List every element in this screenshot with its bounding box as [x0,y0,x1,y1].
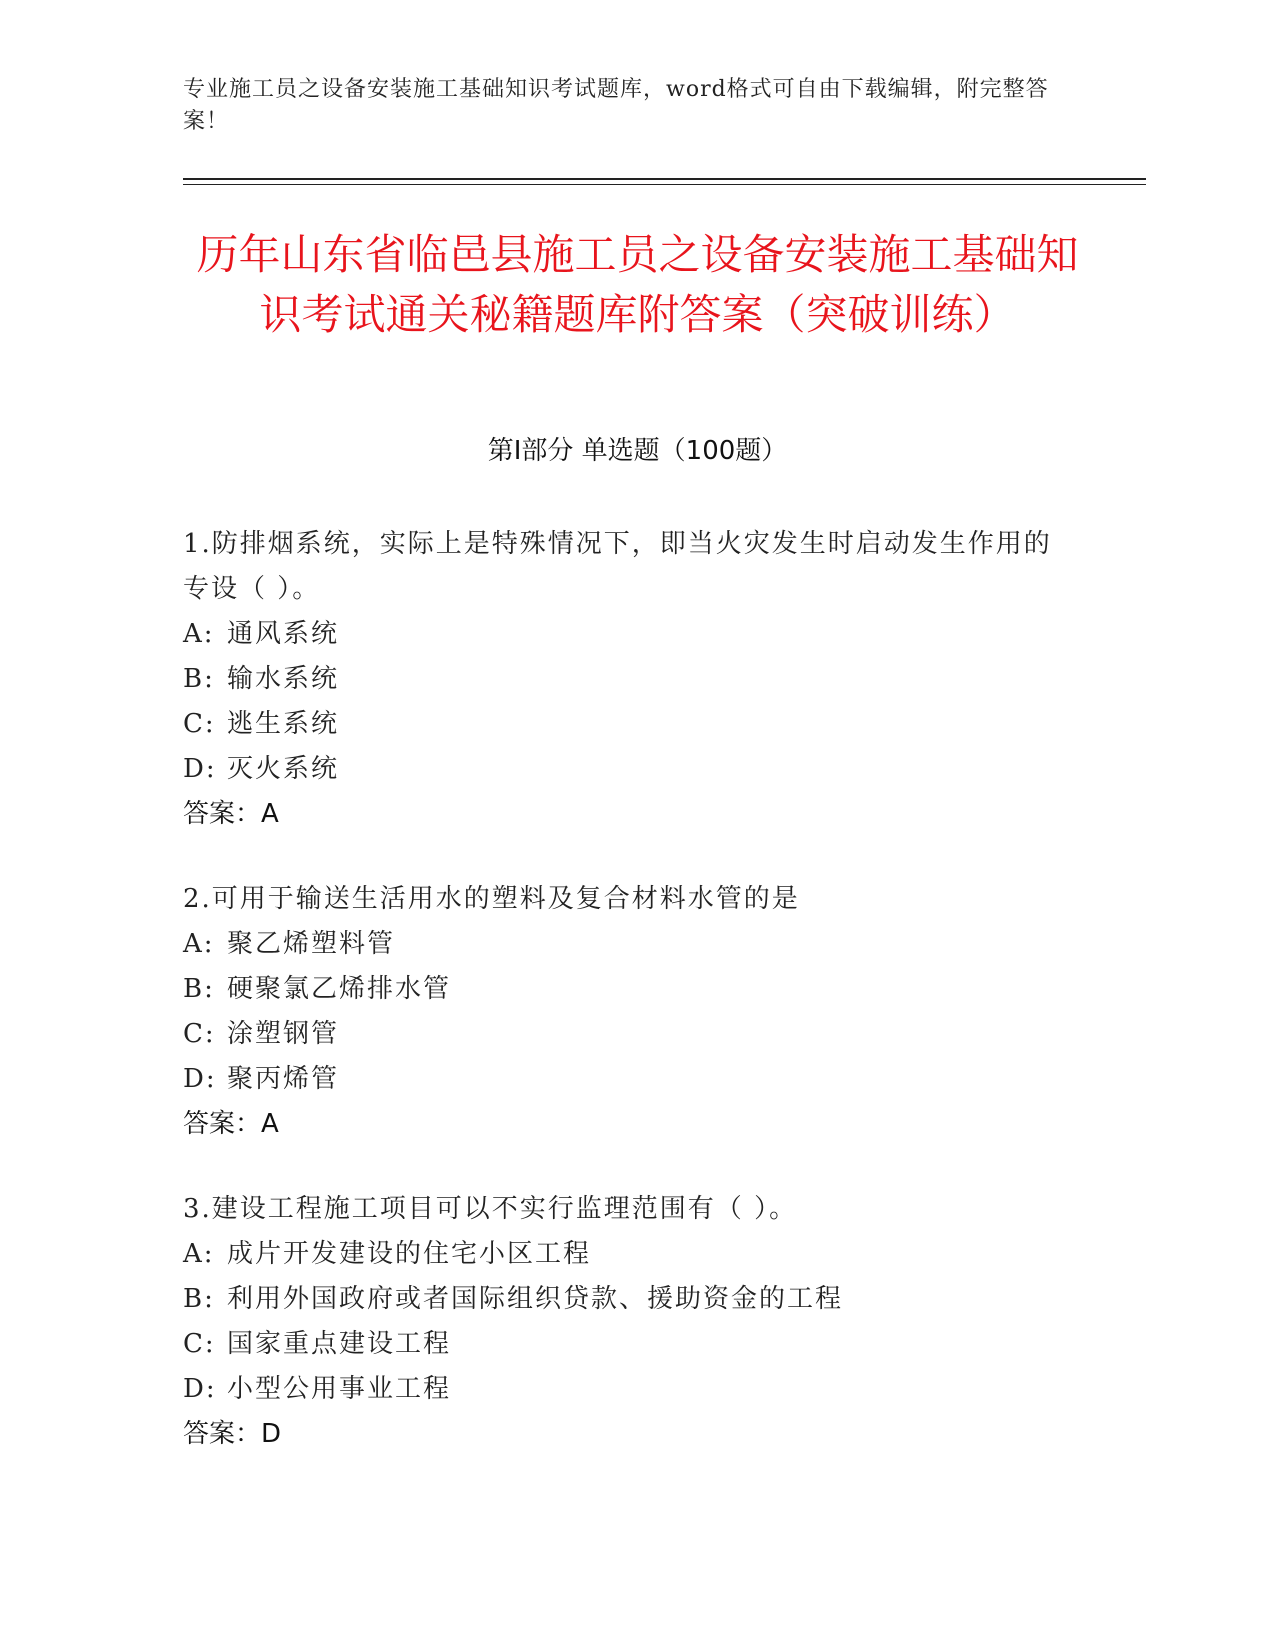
option-letter: A: [183,619,215,649]
option-text: 逃生系统 [227,709,340,739]
question-stem: 3.建设工程施工项目可以不实行监理范围有（ ）。 [183,1194,798,1224]
option-text: 硬聚氯乙烯排水管 [227,974,452,1004]
answer-line [183,792,1073,837]
option-d [183,1367,1073,1412]
answer-label: 答案： [183,1419,262,1449]
question-1 [183,522,1073,837]
question-stem: 2.可用于输送生活用水的塑料及复合材料水管的是 [183,884,800,914]
header-rule-thin [183,184,1146,185]
option-text: 涂塑钢管 [227,1019,340,1049]
option-c [183,1012,1073,1057]
option-letter: C: [183,709,216,739]
question-stem: 1.防排烟系统，实际上是特殊情况下，即当火灾发生时启动发生作用的专设（ ）。 [183,529,1052,604]
answer-line [183,1412,1073,1457]
option-b [183,657,1073,702]
question-list [183,522,1073,1497]
question-2 [183,877,1073,1147]
option-b [183,967,1073,1012]
section-title: 第Ⅰ部分 单选题（100题） [487,436,788,466]
option-b [183,1277,1073,1322]
option-text: 国家重点建设工程 [227,1329,452,1359]
option-c [183,702,1073,747]
option-c [183,1322,1073,1367]
header-rule-thick [183,178,1146,180]
option-d [183,1057,1073,1102]
answer-value: D [261,1419,282,1449]
answer-value: A [261,799,279,829]
option-letter: D: [183,1374,217,1404]
option-a [183,922,1073,967]
option-text: 小型公用事业工程 [227,1374,452,1404]
option-text: 成片开发建设的住宅小区工程 [227,1239,592,1269]
option-letter: B: [183,974,215,1004]
option-a [183,1232,1073,1277]
option-letter: D: [183,754,217,784]
option-text: 通风系统 [227,619,340,649]
header-note: 专业施工员之设备安装施工基础知识考试题库，word格式可自由下载编辑，附完整答案！ [183,77,1049,134]
option-letter: C: [183,1329,216,1359]
answer-line [183,1102,1073,1147]
answer-label: 答案： [183,799,262,829]
answer-label: 答案： [183,1109,262,1139]
option-text: 利用外国政府或者国际组织贷款、援助资金的工程 [227,1284,844,1314]
option-text: 输水系统 [227,664,340,694]
option-text: 灭火系统 [227,754,340,784]
option-letter: D: [183,1064,217,1094]
option-text: 聚乙烯塑料管 [227,929,396,959]
option-letter: B: [183,664,215,694]
option-text: 聚丙烯管 [227,1064,340,1094]
option-letter: A: [183,1239,215,1269]
option-letter: A: [183,929,215,959]
option-a [183,612,1073,657]
option-letter: B: [183,1284,215,1314]
option-d [183,747,1073,792]
answer-value: A [261,1109,279,1139]
option-letter: C: [183,1019,216,1049]
question-3 [183,1187,1073,1457]
document-title: 历年山东省临邑县施工员之设备安装施工基础知识考试通关秘籍题库附答案（突破训练） [196,230,1079,339]
